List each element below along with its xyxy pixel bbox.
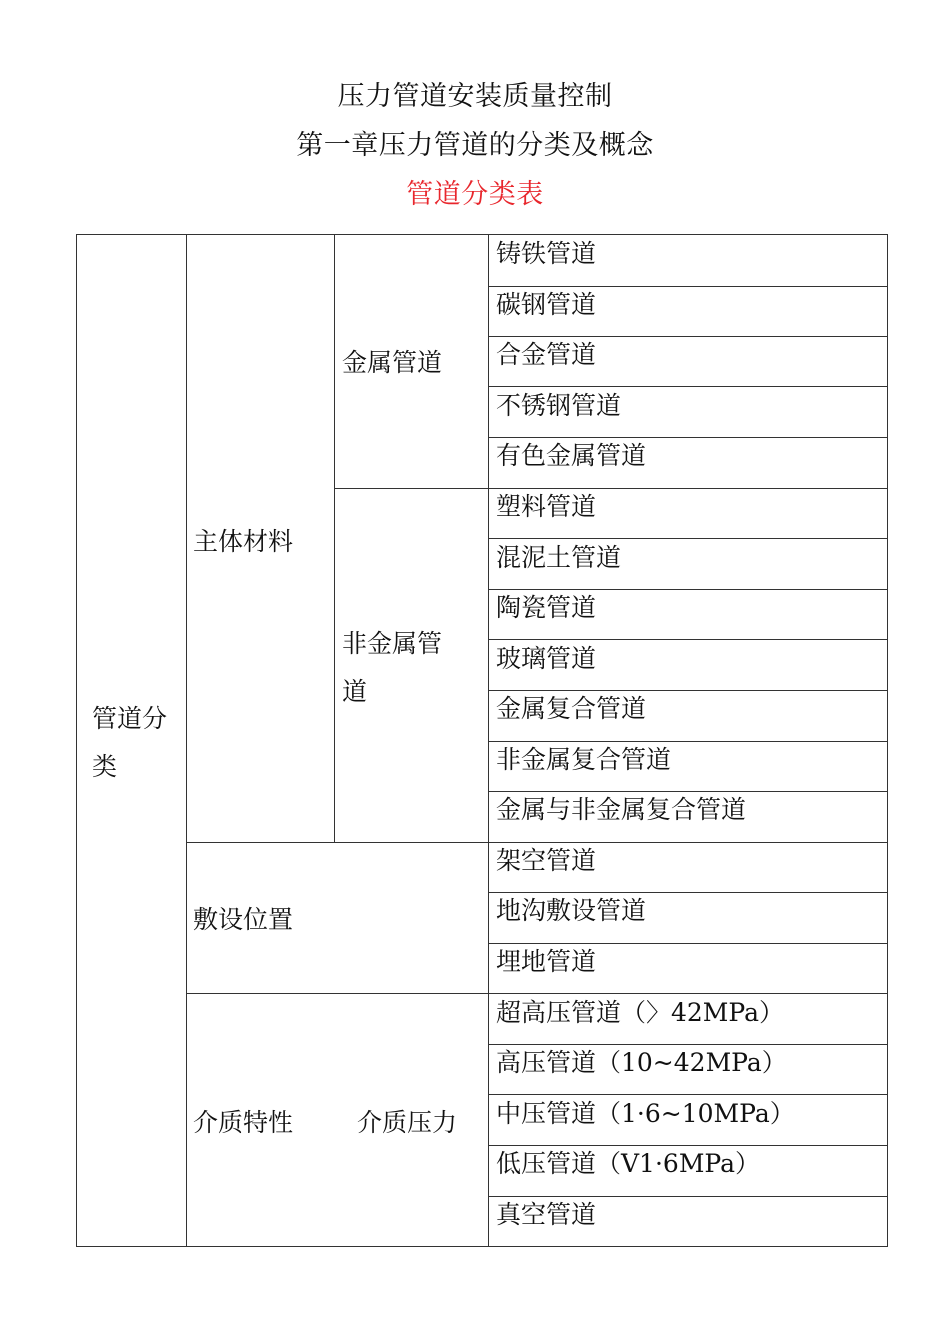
root-category-label: 管道分类 <box>92 704 168 781</box>
table-title: 管道分类表 <box>406 179 544 210</box>
document-title: 压力管道安装质量控制 <box>337 81 613 112</box>
list-item: 高压管道（10~42MPa） <box>496 1048 787 1077</box>
material-category-label: 主体材料 <box>193 527 294 556</box>
list-item: 玻璃管道 <box>496 644 597 673</box>
list-item: 埋地管道 <box>496 947 597 976</box>
list-item: 混泥土管道 <box>496 543 622 572</box>
list-item: 陶瓷管道 <box>496 593 597 622</box>
list-item: 非金属复合管道 <box>496 745 672 774</box>
list-item: 不锈钢管道 <box>496 391 622 420</box>
list-item: 塑料管道 <box>496 492 597 521</box>
list-item: 铸铁管道 <box>496 239 597 268</box>
list-item: 中压管道（1·6~10MPa） <box>496 1099 795 1128</box>
chapter-title: 第一章压力管道的分类及概念 <box>296 130 654 161</box>
list-item: 金属与非金属复合管道 <box>496 795 747 824</box>
position-category-label: 敷设位置 <box>193 905 294 934</box>
medium-category-label: 介质特性 <box>193 1108 294 1137</box>
metal-pipe-label: 金属管道 <box>342 348 443 377</box>
medium-pressure-label: 介质压力 <box>357 1108 458 1137</box>
list-item: 架空管道 <box>496 846 597 875</box>
list-item: 超高压管道（〉42MPa） <box>496 998 785 1027</box>
list-item: 真空管道 <box>496 1200 597 1229</box>
list-item: 有色金属管道 <box>496 441 647 470</box>
list-item: 低压管道（V1·6MPa） <box>496 1149 761 1178</box>
list-item: 金属复合管道 <box>496 694 647 723</box>
list-item: 碳钢管道 <box>496 290 597 319</box>
list-item: 地沟敷设管道 <box>496 896 647 925</box>
list-item: 合金管道 <box>496 340 597 369</box>
nonmetal-pipe-label: 非金属管道 <box>342 629 443 706</box>
